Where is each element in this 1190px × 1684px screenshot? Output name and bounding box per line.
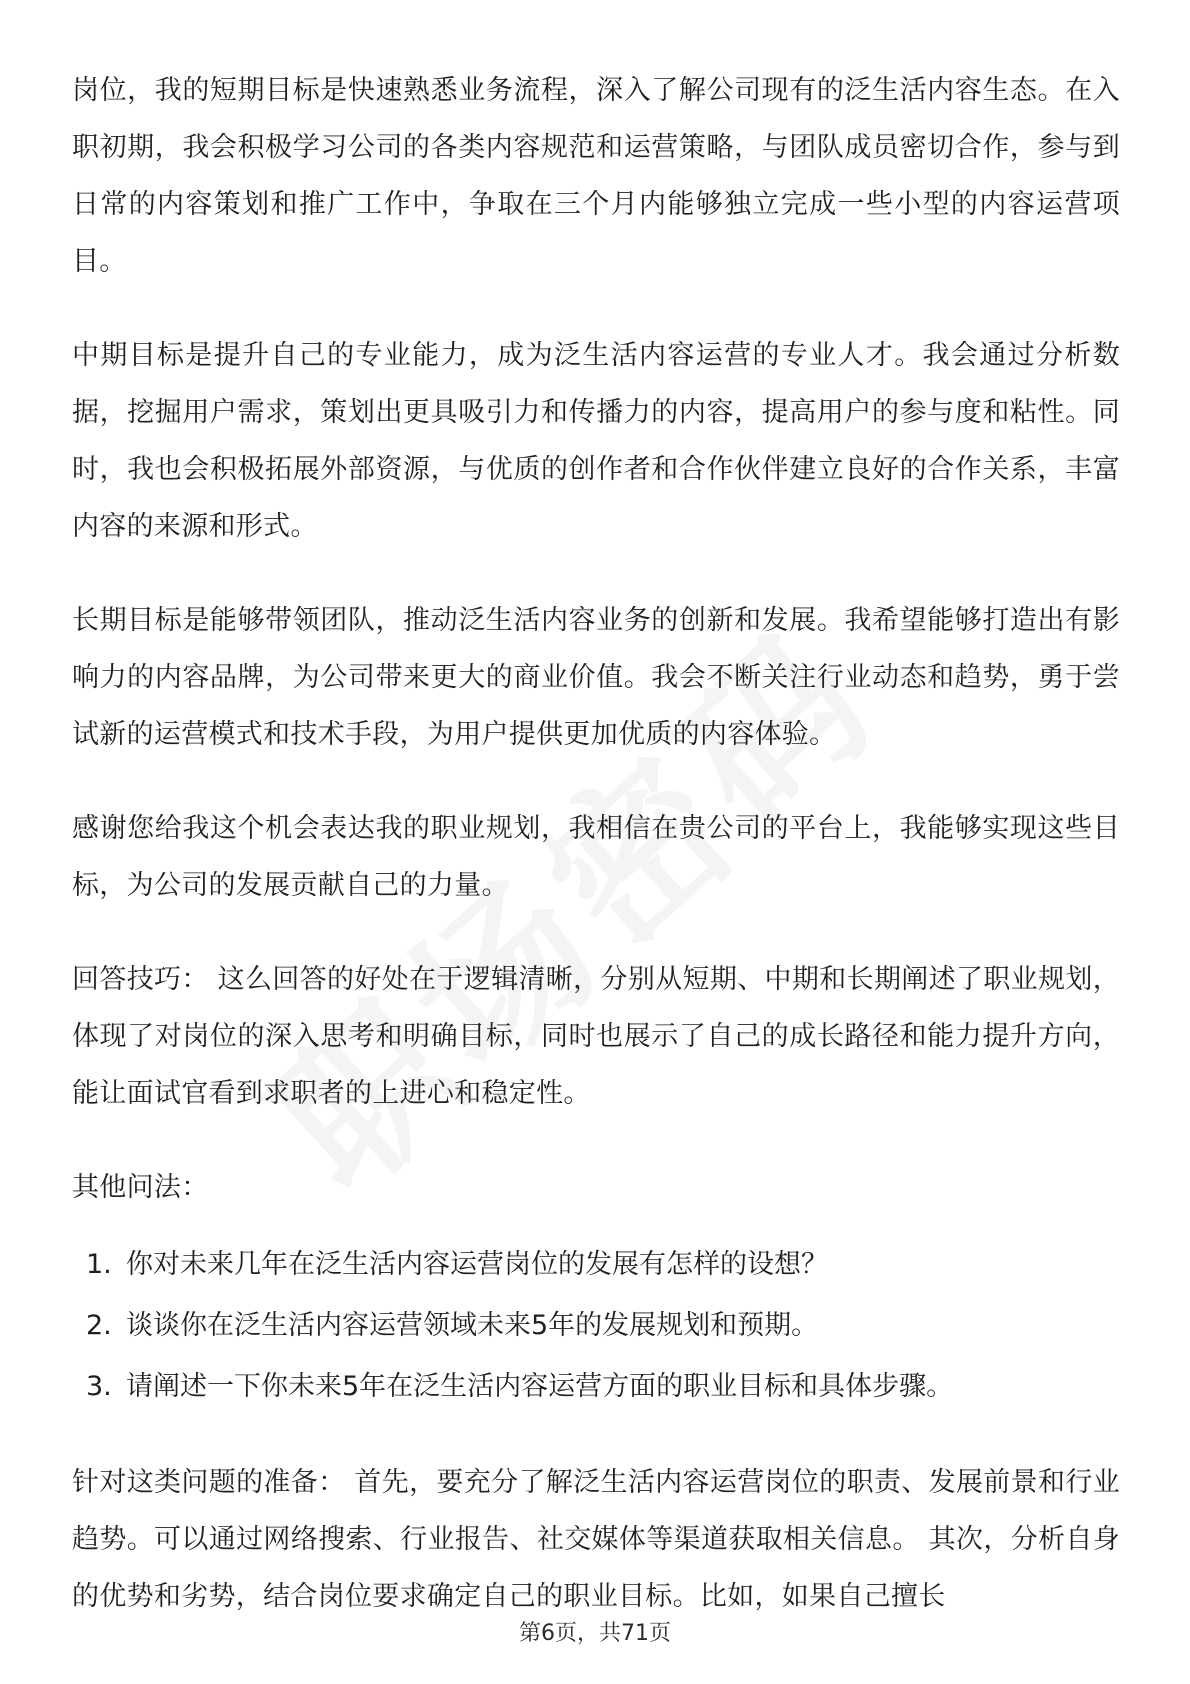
list-item: [72, 1356, 1120, 1417]
list-number: 3.: [86, 1371, 112, 1402]
list-text: 请阐述一下你未来5年在泛生活内容运营方面的职业目标和具体步骤。: [126, 1371, 954, 1402]
list-text: 你对未来几年在泛生活内容运营岗位的发展有怎样的设想？: [126, 1249, 828, 1280]
list-number: 2.: [86, 1310, 112, 1341]
paragraph-short-term-goal: 岗位，我的短期目标是快速熟悉业务流程，深入了解公司现有的泛生活内容生态。在入职初期，我会积极学习公司的各类内容规范和运营策略，与团队成员密切合作，参与到日常的内容策划和推广工作中，争取在三个月内能够独立完成一些小型的内容运营项目。: [72, 75, 1120, 277]
heading-other-questions: 其他问法：: [72, 1172, 209, 1203]
list-number: 1.: [86, 1249, 112, 1280]
page-footer: 第6页，共71页: [519, 1621, 671, 1646]
paragraph-answer-tips: 回答技巧： 这么回答的好处在于逻辑清晰，分别从短期、中期和长期阐述了职业规划，体现了对岗位的深入思考和明确目标，同时也展示了自己的成长路径和能力提升方向，能让面试官看到求职者的上进心和稳定性。: [72, 964, 1120, 1109]
paragraph-long-term-goal: 长期目标是能够带领团队，推动泛生活内容业务的创新和发展。我希望能够打造出有影响力的内容品牌，为公司带来更大的商业价值。我会不断关注行业动态和趋势，勇于尝试新的运营模式和技术手段，为用户提供更加优质的内容体验。: [72, 605, 1120, 750]
paragraph-mid-term-goal: 中期目标是提升自己的专业能力，成为泛生活内容运营的专业人才。我会通过分析数据，挖掘用户需求，策划出更具吸引力和传播力的内容，提高用户的参与度和粘性。同时，我也会积极拓展外部资源，与优质的创作者和合作伙伴建立良好的合作关系，丰富内容的来源和形式。: [72, 340, 1120, 542]
list-item: [72, 1295, 1120, 1356]
document-body: [72, 62, 1120, 1662]
paragraph-thanks: 感谢您给我这个机会表达我的职业规划，我相信在贵公司的平台上，我能够实现这些目标，为公司的发展贡献自己的力量。: [72, 813, 1120, 901]
list-item: [72, 1234, 1120, 1295]
paragraph-preparation: 针对这类问题的准备： 首先，要充分了解泛生活内容运营岗位的职责、发展前景和行业趋势。可以通过网络搜索、行业报告、社交媒体等渠道获取相关信息。 其次，分析自身的优势和劣势，结合岗位要求确定自己的职业目标。比如，如果自己擅长: [72, 1467, 1120, 1612]
question-list: [72, 1234, 1120, 1417]
list-text: 谈谈你在泛生活内容运营领域未来5年的发展规划和预期。: [126, 1310, 819, 1341]
